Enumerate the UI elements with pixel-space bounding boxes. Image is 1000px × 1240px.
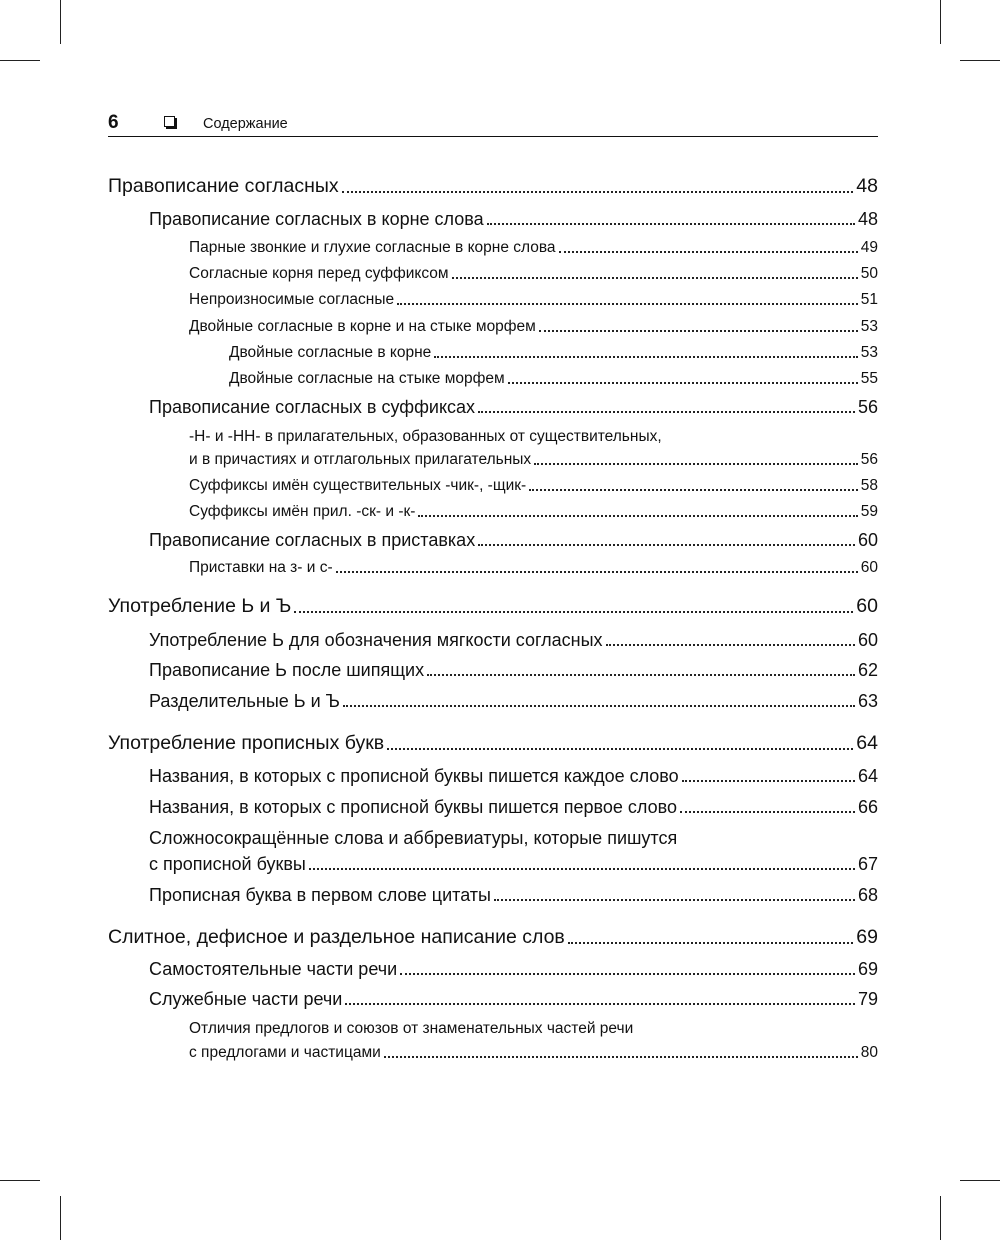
toc-entry-level-3[interactable] [189,502,878,522]
toc-leader-dots [478,411,855,413]
toc-page-number: 55 [860,370,878,387]
toc-page-number: 79 [857,989,878,1009]
toc-entry-level-2[interactable] [149,208,878,230]
toc-entry-level-3[interactable] [189,450,878,470]
toc-entry-title: Правописание согласных в приставках [149,530,476,550]
toc-leader-dots [397,303,858,305]
toc-entry-level-3[interactable] [189,1043,878,1063]
toc-page-number: 53 [860,318,878,335]
toc-entry-title: Двойные согласные в корне и на стыке морфем [189,318,536,335]
toc-page-number: 48 [856,175,878,197]
toc-entry-title: Служебные части речи [149,989,343,1009]
toc-entry-title: Двойные согласные на стыке морфем [229,370,505,387]
toc-entry-level-2[interactable] [149,958,878,980]
toc-entry-title: Названия, в которых с прописной буквы пишется каждое слово [149,766,679,786]
toc-entry-title-line-1: -Н- и -НН- в прилагательных, образованных от существительных, [189,428,662,445]
crop-mark [60,1196,61,1240]
toc-page-number: 56 [857,397,878,417]
crop-mark [960,60,1000,61]
toc-leader-dots [534,463,858,465]
toc-entry-title: Употребление прописных букв [108,732,385,754]
toc-entry-title: Суффиксы имён существительных -чик-, -щик- [189,477,527,494]
toc-page-number: 67 [857,854,878,874]
page-number: 6 [108,112,119,133]
toc-leader-dots [343,705,855,707]
toc-leader-dots [680,811,855,813]
toc-leader-dots [559,251,858,253]
toc-page-number: 51 [860,291,878,308]
toc-entry-title: Парные звонкие и глухие согласные в корне слова [189,239,556,256]
toc-entry-level-3[interactable] [189,238,878,258]
toc-entry-title: и в причастиях и отглагольных прилагательных [189,451,532,468]
toc-entry-title: с прописной буквы [149,854,306,874]
toc-entry-title: Употребление Ь для обозначения мягкости согласных [149,630,603,650]
toc-leader-dots [384,1056,858,1058]
toc-page-number: 80 [860,1044,878,1061]
toc-entry-title: Правописание согласных в суффиксах [149,397,476,417]
crop-mark [940,0,941,44]
toc-entry-level-3[interactable] [189,476,878,496]
header-title: Содержание [203,116,288,132]
toc-leader-dots [418,515,857,517]
toc-entry-level-1[interactable] [108,925,878,949]
toc-entry-level-2[interactable] [149,853,878,875]
toc-page-number: 60 [857,530,878,550]
toc-leader-dots [494,899,855,901]
toc-page-number: 53 [860,344,878,361]
crop-mark [940,1196,941,1240]
toc-entry-title: Употребление Ь и Ъ [108,595,292,617]
toc-entry-title: Правописание согласных в корне слова [149,209,484,229]
toc-entry-level-1[interactable] [108,731,878,755]
toc-entry-level-2[interactable] [149,765,878,787]
toc-page-number: 62 [857,660,878,680]
toc-entry-title: Согласные корня перед суффиксом [189,265,449,282]
toc-leader-dots [682,780,855,782]
toc-entry-level-3[interactable] [189,290,878,310]
toc-leader-dots [452,277,858,279]
running-header [108,112,878,137]
toc-page-number: 58 [860,477,878,494]
toc-entry-title: Самостоятельные части речи [149,959,398,979]
toc-entry-level-3[interactable] [189,558,878,578]
toc-page-number: 49 [860,239,878,256]
toc-entry-title: Двойные согласные в корне [229,344,432,361]
toc-page-number: 60 [856,595,878,617]
toc-entry-level-1[interactable] [108,594,878,618]
toc-entry-title: с предлогами и частицами [189,1044,381,1061]
toc-entry-level-2[interactable] [149,690,878,712]
toc-entry-title: Приставки на з- и с- [189,559,333,576]
toc-entry-title-line-1: Сложносокращённые слова и аббревиатуры, которые пишутся [149,828,678,848]
toc-leader-dots [336,571,858,573]
toc-page-number: 69 [857,959,878,979]
toc-leader-dots [487,223,855,225]
toc-entry-level-4[interactable] [229,343,878,363]
toc-leader-dots [539,330,858,332]
toc-page-number: 63 [857,691,878,711]
toc-leader-dots [345,1003,855,1005]
toc-entry-level-2[interactable] [149,396,878,418]
square-bullet-icon [164,116,175,127]
toc-leader-dots [606,644,855,646]
toc-page-number: 64 [856,732,878,754]
toc-entry-level-2[interactable] [149,988,878,1010]
toc-entry-title: Прописная буква в первом слове цитаты [149,885,491,905]
toc-entry-title-line-1: Отличия предлогов и союзов от знаменательных частей речи [189,1020,634,1037]
toc-entry-level-3[interactable] [189,264,878,284]
crop-mark [60,0,61,44]
toc-entry-title: Непроизносимые согласные [189,291,395,308]
toc-leader-dots [508,382,858,384]
crop-mark [960,1180,1000,1181]
toc-entry-level-2[interactable] [149,884,878,906]
toc-page-number: 60 [860,559,878,576]
toc-page-number: 66 [857,797,878,817]
toc-entry-title: Правописание Ь после шипящих [149,660,425,680]
toc-entry-level-1[interactable] [108,174,878,198]
crop-mark [0,1180,40,1181]
toc-leader-dots [294,611,853,613]
toc-leader-dots [400,973,855,975]
toc-entry-level-2[interactable] [149,796,878,818]
toc-leader-dots [434,356,857,358]
toc-page-number: 48 [857,209,878,229]
toc-page-number: 56 [860,451,878,468]
toc-entry-level-3[interactable] [189,317,878,337]
toc-page-number: 69 [856,926,878,948]
toc-page-number: 50 [860,265,878,282]
toc-entry-level-2[interactable] [149,529,878,551]
toc-page-number: 64 [857,766,878,786]
toc-page-number: 60 [857,630,878,650]
toc-leader-dots [309,868,855,870]
toc-leader-dots [478,544,855,546]
toc-entry-level-2[interactable] [149,629,878,651]
toc-entry-title: Суффиксы имён прил. -ск- и -к- [189,503,416,520]
toc-entry-level-2[interactable] [149,659,878,681]
toc-leader-dots [427,674,855,676]
toc-page-number: 68 [857,885,878,905]
toc-leader-dots [529,489,858,491]
crop-mark [0,60,40,61]
toc-page-number: 59 [860,503,878,520]
toc-leader-dots [568,942,854,944]
toc-entry-title: Правописание согласных [108,175,339,197]
toc-entry-title: Разделительные Ь и Ъ [149,691,340,711]
toc-entry-title: Слитное, дефисное и раздельное написание слов [108,926,565,948]
toc-leader-dots [387,748,853,750]
toc-entry-level-4[interactable] [229,369,878,389]
toc-leader-dots [342,191,854,193]
toc-entry-title: Названия, в которых с прописной буквы пишется первое слово [149,797,677,817]
